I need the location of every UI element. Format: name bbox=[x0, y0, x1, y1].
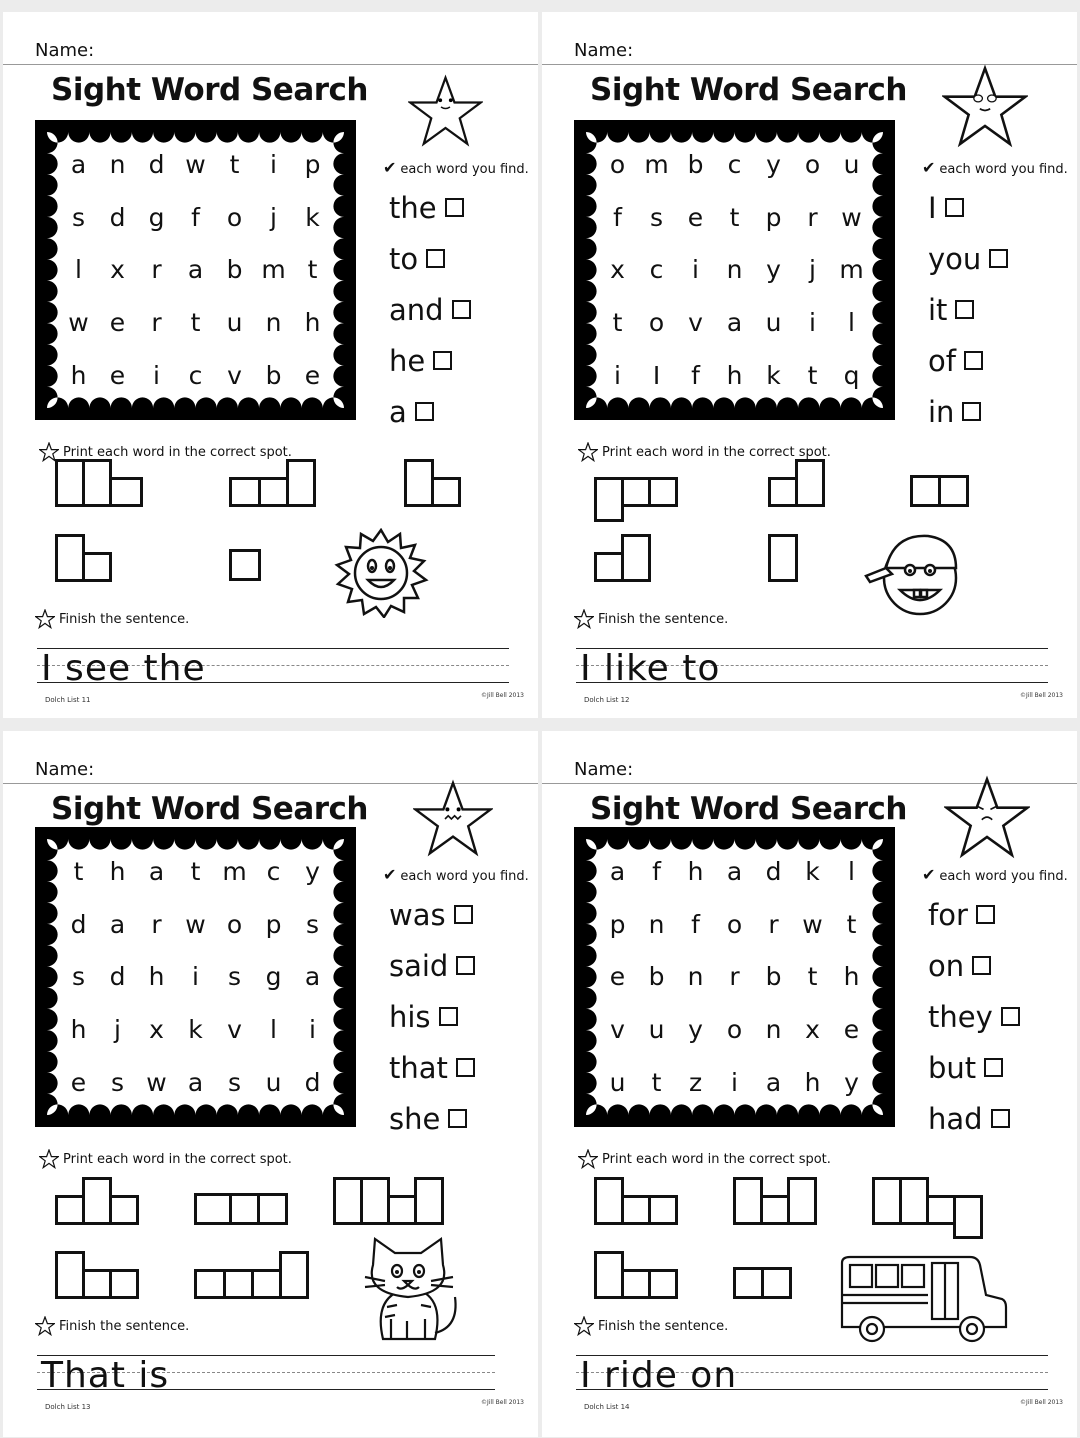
word-list-item bbox=[928, 284, 1068, 335]
grid-letter[interactable]: h bbox=[70, 361, 87, 391]
sight-word: in bbox=[928, 394, 955, 429]
letter-grid bbox=[598, 845, 871, 1109]
sight-word: of bbox=[928, 343, 956, 378]
worksheet-title: Sight Word Search bbox=[51, 72, 368, 108]
word-shape-the[interactable] bbox=[55, 459, 145, 507]
grid-letter[interactable]: y bbox=[305, 856, 320, 886]
sight-word: the bbox=[389, 190, 437, 225]
star-bullet-icon bbox=[35, 1316, 55, 1336]
letter-grid bbox=[59, 138, 332, 402]
grid-letter[interactable]: i bbox=[614, 361, 621, 391]
word-list bbox=[389, 889, 529, 1144]
grid-letter[interactable]: x bbox=[110, 255, 125, 285]
grid-letter[interactable]: u bbox=[648, 1015, 665, 1045]
grid-letter[interactable]: r bbox=[151, 909, 162, 939]
grid-letter[interactable]: s bbox=[649, 202, 664, 232]
grid-letter[interactable]: h bbox=[304, 308, 321, 338]
word-shape-it[interactable] bbox=[768, 459, 828, 507]
word-list bbox=[389, 182, 529, 437]
grid-letter[interactable]: t bbox=[807, 962, 818, 992]
grid-letter[interactable]: w bbox=[185, 909, 206, 939]
word-checkbox[interactable] bbox=[456, 1058, 475, 1077]
grid-letter[interactable]: o bbox=[726, 909, 743, 939]
check-icon: ✔ bbox=[383, 158, 397, 177]
sight-word: that bbox=[389, 1050, 448, 1085]
grid-letter[interactable]: t bbox=[190, 856, 201, 886]
sight-word: for bbox=[928, 897, 968, 932]
grid-letter[interactable]: n bbox=[765, 1015, 782, 1045]
check-icon: ✔ bbox=[383, 865, 397, 884]
star-icon bbox=[408, 74, 483, 149]
finish-instruction bbox=[35, 1316, 189, 1336]
grid-letter[interactable]: h bbox=[726, 361, 743, 391]
grid-letter[interactable]: a bbox=[304, 962, 321, 992]
grid-letter[interactable]: t bbox=[307, 255, 318, 285]
grid-letter[interactable]: d bbox=[70, 909, 87, 939]
word-checkbox[interactable] bbox=[448, 1109, 467, 1128]
word-list-item bbox=[389, 1093, 529, 1144]
print-instruction-text: Print each word in the correct spot. bbox=[63, 1151, 292, 1167]
grid-letter[interactable]: c bbox=[649, 255, 664, 285]
star-bullet-icon bbox=[35, 609, 55, 629]
grid-letter[interactable]: x bbox=[805, 1015, 820, 1045]
star-icon bbox=[942, 64, 1028, 150]
word-list-item bbox=[389, 335, 529, 386]
grid-letter[interactable]: p bbox=[609, 909, 626, 939]
word-shape-had[interactable] bbox=[594, 1177, 684, 1225]
sight-word: said bbox=[389, 948, 449, 983]
grid-letter[interactable]: t bbox=[846, 909, 857, 939]
grid-letter[interactable]: t bbox=[190, 308, 201, 338]
star-bullet-icon bbox=[39, 1149, 59, 1169]
grid-letter[interactable]: v bbox=[688, 308, 703, 338]
sight-word: and bbox=[389, 292, 444, 327]
check-icon: ✔ bbox=[922, 158, 936, 177]
footer-copyright: ©Jill Bell 2013 bbox=[1020, 692, 1063, 699]
grid-letter[interactable]: h bbox=[687, 856, 704, 886]
grid-letter[interactable]: k bbox=[305, 202, 320, 232]
star-bullet-icon bbox=[578, 1149, 598, 1169]
word-checkbox[interactable] bbox=[426, 249, 445, 268]
grid-letter[interactable]: j bbox=[809, 255, 816, 285]
word-shape-on[interactable] bbox=[733, 1267, 795, 1299]
word-shape-of[interactable] bbox=[594, 534, 654, 582]
word-list-item bbox=[928, 233, 1068, 284]
sight-word: but bbox=[928, 1050, 977, 1085]
grid-letter[interactable]: m bbox=[839, 255, 864, 285]
sight-word: it bbox=[928, 292, 948, 327]
word-list-item bbox=[389, 386, 529, 437]
grid-letter[interactable]: o bbox=[804, 149, 821, 179]
finish-instruction-text: Finish the sentence. bbox=[598, 611, 729, 627]
grid-letter[interactable]: t bbox=[807, 361, 818, 391]
grid-letter[interactable]: s bbox=[110, 1068, 125, 1098]
grid-letter[interactable]: k bbox=[766, 361, 781, 391]
word-shape-I[interactable] bbox=[768, 534, 800, 582]
grid-letter[interactable]: w bbox=[185, 149, 206, 179]
print-instruction-text: Print each word in the correct spot. bbox=[602, 1151, 831, 1167]
grid-letter[interactable]: h bbox=[148, 962, 165, 992]
grid-letter[interactable]: h bbox=[843, 962, 860, 992]
grid-letter[interactable]: b bbox=[226, 255, 243, 285]
name-label: Name: bbox=[35, 759, 95, 780]
grid-letter[interactable]: x bbox=[149, 1015, 164, 1045]
sentence-starter: I like to bbox=[580, 648, 721, 689]
find-instruction bbox=[383, 158, 529, 177]
word-list-item bbox=[389, 1042, 529, 1093]
grid-letter[interactable]: o bbox=[648, 308, 665, 338]
footer-copyright: ©Jill Bell 2013 bbox=[1020, 1399, 1063, 1406]
grid-letter[interactable]: r bbox=[729, 962, 740, 992]
sight-word: I bbox=[928, 190, 937, 225]
word-checkbox[interactable] bbox=[964, 351, 983, 370]
sight-word: a bbox=[389, 394, 407, 429]
name-row bbox=[542, 34, 1077, 65]
word-shape-that[interactable] bbox=[333, 1177, 445, 1225]
grid-letter[interactable]: u bbox=[265, 1068, 282, 1098]
grid-letter[interactable]: d bbox=[148, 149, 165, 179]
grid-letter[interactable]: f bbox=[691, 361, 700, 391]
sight-word: had bbox=[928, 1101, 983, 1136]
grid-letter[interactable]: a bbox=[726, 308, 743, 338]
find-instruction-text: each word you find. bbox=[400, 162, 529, 177]
grid-letter[interactable]: e bbox=[304, 361, 321, 391]
worksheet-title: Sight Word Search bbox=[590, 72, 907, 108]
word-list-item bbox=[928, 889, 1068, 940]
grid-letter[interactable]: m bbox=[261, 255, 286, 285]
grid-letter[interactable]: h bbox=[70, 1015, 87, 1045]
word-list bbox=[928, 889, 1068, 1144]
grid-letter[interactable]: u bbox=[765, 308, 782, 338]
grid-letter[interactable]: x bbox=[610, 255, 625, 285]
grid-letter[interactable]: l bbox=[75, 255, 82, 285]
name-label: Name: bbox=[574, 40, 634, 61]
grid-letter[interactable]: v bbox=[610, 1015, 625, 1045]
grid-letter[interactable]: o bbox=[226, 202, 243, 232]
sight-word: his bbox=[389, 999, 431, 1034]
word-shape-to[interactable] bbox=[55, 534, 115, 582]
grid-letter[interactable]: a bbox=[109, 909, 126, 939]
grid-letter[interactable]: n bbox=[109, 149, 126, 179]
word-shape-was[interactable] bbox=[194, 1193, 294, 1225]
grid-letter[interactable]: n bbox=[648, 909, 665, 939]
letter-grid bbox=[59, 845, 332, 1109]
find-instruction bbox=[922, 865, 1068, 884]
grid-letter[interactable]: i bbox=[692, 255, 699, 285]
grid-letter[interactable]: a bbox=[70, 149, 87, 179]
grid-letter[interactable]: f bbox=[191, 202, 200, 232]
word-list-item bbox=[389, 991, 529, 1042]
grid-letter[interactable]: g bbox=[265, 962, 282, 992]
word-list-item bbox=[928, 335, 1068, 386]
grid-letter[interactable]: e bbox=[109, 308, 126, 338]
grid-letter[interactable]: o bbox=[609, 149, 626, 179]
star-bullet-icon bbox=[578, 442, 598, 462]
grid-letter[interactable]: t bbox=[73, 856, 84, 886]
word-shape-but[interactable] bbox=[733, 1177, 823, 1225]
grid-letter[interactable]: e bbox=[687, 202, 704, 232]
word-list-item bbox=[389, 889, 529, 940]
worksheet-3 bbox=[3, 731, 538, 1437]
grid-letter[interactable]: m bbox=[222, 856, 247, 886]
grid-letter[interactable]: t bbox=[229, 149, 240, 179]
grid-letter[interactable]: s bbox=[227, 1068, 242, 1098]
word-search-grid bbox=[574, 827, 895, 1127]
word-shape-you[interactable] bbox=[594, 474, 684, 522]
grid-letter[interactable]: u bbox=[226, 308, 243, 338]
footer-list-label: Dolch List 11 bbox=[45, 696, 91, 704]
grid-letter[interactable]: a bbox=[187, 1068, 204, 1098]
grid-letter[interactable]: d bbox=[304, 1068, 321, 1098]
grid-letter[interactable]: n bbox=[726, 255, 743, 285]
footer-list-label: Dolch List 14 bbox=[584, 1403, 630, 1411]
finish-instruction-text: Finish the sentence. bbox=[59, 611, 190, 627]
print-instruction-text: Print each word in the correct spot. bbox=[602, 444, 831, 460]
bus-picture bbox=[836, 1255, 1008, 1343]
grid-letter[interactable]: n bbox=[265, 308, 282, 338]
word-shape-a[interactable] bbox=[229, 549, 263, 582]
word-list-item bbox=[928, 940, 1068, 991]
grid-letter[interactable]: y bbox=[766, 255, 781, 285]
sight-word: you bbox=[928, 241, 982, 276]
grid-letter[interactable]: w bbox=[841, 202, 862, 232]
worksheet-title: Sight Word Search bbox=[51, 791, 368, 827]
word-checkbox[interactable] bbox=[1001, 1007, 1020, 1026]
find-instruction-text: each word you find. bbox=[939, 162, 1068, 177]
grid-letter[interactable]: q bbox=[843, 361, 860, 391]
grid-letter[interactable]: y bbox=[766, 149, 781, 179]
letter-grid bbox=[598, 138, 871, 402]
word-checkbox[interactable] bbox=[445, 198, 464, 217]
grid-letter[interactable]: k bbox=[188, 1015, 203, 1045]
star-icon bbox=[413, 779, 493, 859]
grid-letter[interactable]: b bbox=[765, 962, 782, 992]
grid-letter[interactable]: p bbox=[304, 149, 321, 179]
word-list-item bbox=[928, 182, 1068, 233]
finish-instruction-text: Finish the sentence. bbox=[59, 1318, 190, 1334]
sight-word: on bbox=[928, 948, 965, 983]
grid-letter[interactable]: i bbox=[153, 361, 160, 391]
grid-letter[interactable]: r bbox=[768, 909, 779, 939]
boy-with-cap-picture bbox=[864, 524, 964, 620]
word-search-grid bbox=[574, 120, 895, 420]
finish-instruction bbox=[574, 1316, 728, 1336]
grid-letter[interactable]: b bbox=[687, 149, 704, 179]
grid-letter[interactable]: e bbox=[109, 361, 126, 391]
word-list bbox=[928, 182, 1068, 437]
word-shape-in[interactable] bbox=[910, 475, 972, 507]
footer-list-label: Dolch List 12 bbox=[584, 696, 630, 704]
word-list-item bbox=[928, 1042, 1068, 1093]
sun-picture bbox=[328, 528, 434, 618]
grid-letter[interactable]: s bbox=[71, 202, 86, 232]
word-shape-his[interactable] bbox=[55, 1251, 145, 1299]
sight-word: was bbox=[389, 897, 446, 932]
grid-letter[interactable]: f bbox=[652, 856, 661, 886]
grid-letter[interactable]: a bbox=[187, 255, 204, 285]
word-search-grid bbox=[35, 120, 356, 420]
grid-letter[interactable]: e bbox=[609, 962, 626, 992]
grid-letter[interactable]: i bbox=[809, 308, 816, 338]
worksheet-2 bbox=[542, 12, 1077, 718]
grid-letter[interactable]: l bbox=[270, 1015, 277, 1045]
grid-letter[interactable]: o bbox=[226, 909, 243, 939]
grid-letter[interactable]: u bbox=[843, 149, 860, 179]
grid-letter[interactable]: p bbox=[265, 909, 282, 939]
grid-letter[interactable]: e bbox=[70, 1068, 87, 1098]
name-row bbox=[3, 34, 538, 65]
name-label: Name: bbox=[35, 40, 95, 61]
grid-letter[interactable]: t bbox=[651, 1068, 662, 1098]
word-checkbox[interactable] bbox=[415, 402, 434, 421]
grid-letter[interactable]: I bbox=[652, 361, 661, 391]
sight-word: he bbox=[389, 343, 426, 378]
grid-letter[interactable]: w bbox=[68, 308, 89, 338]
grid-letter[interactable]: c bbox=[266, 856, 281, 886]
grid-letter[interactable]: j bbox=[270, 202, 277, 232]
word-checkbox[interactable] bbox=[456, 956, 475, 975]
grid-letter[interactable]: l bbox=[848, 308, 855, 338]
finish-instruction bbox=[574, 609, 728, 629]
grid-letter[interactable]: p bbox=[765, 202, 782, 232]
grid-letter[interactable]: n bbox=[687, 962, 704, 992]
grid-letter[interactable]: v bbox=[227, 361, 242, 391]
grid-letter[interactable]: e bbox=[843, 1015, 860, 1045]
word-checkbox[interactable] bbox=[955, 300, 974, 319]
grid-letter[interactable]: h bbox=[804, 1068, 821, 1098]
finish-instruction-text: Finish the sentence. bbox=[598, 1318, 729, 1334]
word-checkbox[interactable] bbox=[433, 351, 452, 370]
find-instruction bbox=[383, 865, 529, 884]
grid-letter[interactable]: c bbox=[727, 149, 742, 179]
grid-letter[interactable]: y bbox=[688, 1015, 703, 1045]
grid-letter[interactable]: w bbox=[802, 909, 823, 939]
word-checkbox[interactable] bbox=[962, 402, 981, 421]
star-icon bbox=[944, 775, 1030, 861]
cat-picture bbox=[355, 1235, 465, 1347]
grid-letter[interactable]: f bbox=[613, 202, 622, 232]
grid-letter[interactable]: a bbox=[609, 856, 626, 886]
grid-letter[interactable]: r bbox=[151, 308, 162, 338]
grid-letter[interactable]: i bbox=[270, 149, 277, 179]
word-list-item bbox=[928, 991, 1068, 1042]
grid-letter[interactable]: a bbox=[148, 856, 165, 886]
word-search-grid bbox=[35, 827, 356, 1127]
word-list-item bbox=[928, 386, 1068, 437]
word-list-item bbox=[389, 940, 529, 991]
grid-letter[interactable]: k bbox=[805, 856, 820, 886]
star-bullet-icon bbox=[574, 1316, 594, 1336]
grid-letter[interactable]: u bbox=[609, 1068, 626, 1098]
grid-letter[interactable]: d bbox=[109, 202, 126, 232]
grid-letter[interactable]: o bbox=[726, 1015, 743, 1045]
word-checkbox[interactable] bbox=[984, 1058, 1003, 1077]
grid-letter[interactable]: d bbox=[109, 962, 126, 992]
grid-letter[interactable]: t bbox=[729, 202, 740, 232]
find-instruction bbox=[922, 158, 1068, 177]
word-checkbox[interactable] bbox=[439, 1007, 458, 1026]
word-list-item bbox=[389, 182, 529, 233]
sight-word: to bbox=[389, 241, 419, 276]
word-list-item bbox=[389, 284, 529, 335]
grid-letter[interactable]: s bbox=[227, 962, 242, 992]
grid-letter[interactable]: w bbox=[146, 1068, 167, 1098]
grid-letter[interactable]: j bbox=[114, 1015, 121, 1045]
word-checkbox[interactable] bbox=[989, 249, 1008, 268]
print-instruction bbox=[39, 1149, 292, 1169]
grid-letter[interactable]: b bbox=[265, 361, 282, 391]
grid-letter[interactable]: r bbox=[151, 255, 162, 285]
word-checkbox[interactable] bbox=[945, 198, 964, 217]
sight-word: they bbox=[928, 999, 993, 1034]
worksheet-4 bbox=[542, 731, 1077, 1437]
find-instruction-text: each word you find. bbox=[939, 869, 1068, 884]
grid-letter[interactable]: v bbox=[227, 1015, 242, 1045]
word-shape-and[interactable] bbox=[229, 459, 319, 507]
worksheet-title: Sight Word Search bbox=[590, 791, 907, 827]
footer-list-label: Dolch List 13 bbox=[45, 1403, 91, 1411]
check-icon: ✔ bbox=[922, 865, 936, 884]
sentence-starter: I ride on bbox=[580, 1355, 738, 1396]
grid-letter[interactable]: z bbox=[688, 1068, 703, 1098]
word-list-item bbox=[389, 233, 529, 284]
word-shape-she[interactable] bbox=[55, 1177, 145, 1225]
word-shape-said[interactable] bbox=[194, 1251, 312, 1299]
grid-letter[interactable]: i bbox=[309, 1015, 316, 1045]
grid-letter[interactable]: i bbox=[731, 1068, 738, 1098]
grid-letter[interactable]: a bbox=[726, 856, 743, 886]
word-shape-they[interactable] bbox=[872, 1177, 984, 1239]
star-bullet-icon bbox=[574, 609, 594, 629]
grid-letter[interactable]: a bbox=[765, 1068, 782, 1098]
grid-letter[interactable]: t bbox=[612, 308, 623, 338]
find-instruction-text: each word you find. bbox=[400, 869, 529, 884]
word-checkbox[interactable] bbox=[991, 1109, 1010, 1128]
footer-copyright: ©Jill Bell 2013 bbox=[481, 692, 524, 699]
sight-word: she bbox=[389, 1101, 441, 1136]
grid-letter[interactable]: s bbox=[71, 962, 86, 992]
word-checkbox[interactable] bbox=[972, 956, 991, 975]
print-instruction-text: Print each word in the correct spot. bbox=[63, 444, 292, 460]
sentence-starter: That is bbox=[41, 1355, 170, 1396]
grid-letter[interactable]: m bbox=[644, 149, 669, 179]
print-instruction bbox=[578, 1149, 831, 1169]
name-label: Name: bbox=[574, 759, 634, 780]
grid-letter[interactable]: h bbox=[109, 856, 126, 886]
grid-letter[interactable]: s bbox=[305, 909, 320, 939]
grid-letter[interactable]: f bbox=[691, 909, 700, 939]
grid-letter[interactable]: y bbox=[844, 1068, 859, 1098]
word-shape-for[interactable] bbox=[594, 1251, 684, 1299]
grid-letter[interactable]: r bbox=[807, 202, 818, 232]
sentence-starter: I see the bbox=[41, 648, 206, 689]
word-checkbox[interactable] bbox=[452, 300, 471, 319]
grid-letter[interactable]: c bbox=[188, 361, 203, 391]
grid-letter[interactable]: g bbox=[148, 202, 165, 232]
footer-copyright: ©Jill Bell 2013 bbox=[481, 1399, 524, 1406]
word-checkbox[interactable] bbox=[454, 905, 473, 924]
word-list-item bbox=[928, 1093, 1068, 1144]
grid-letter[interactable]: i bbox=[192, 962, 199, 992]
finish-instruction bbox=[35, 609, 189, 629]
grid-letter[interactable]: l bbox=[848, 856, 855, 886]
word-shape-he[interactable] bbox=[404, 459, 464, 507]
word-checkbox[interactable] bbox=[976, 905, 995, 924]
worksheet-1 bbox=[3, 12, 538, 718]
grid-letter[interactable]: d bbox=[765, 856, 782, 886]
grid-letter[interactable]: b bbox=[648, 962, 665, 992]
